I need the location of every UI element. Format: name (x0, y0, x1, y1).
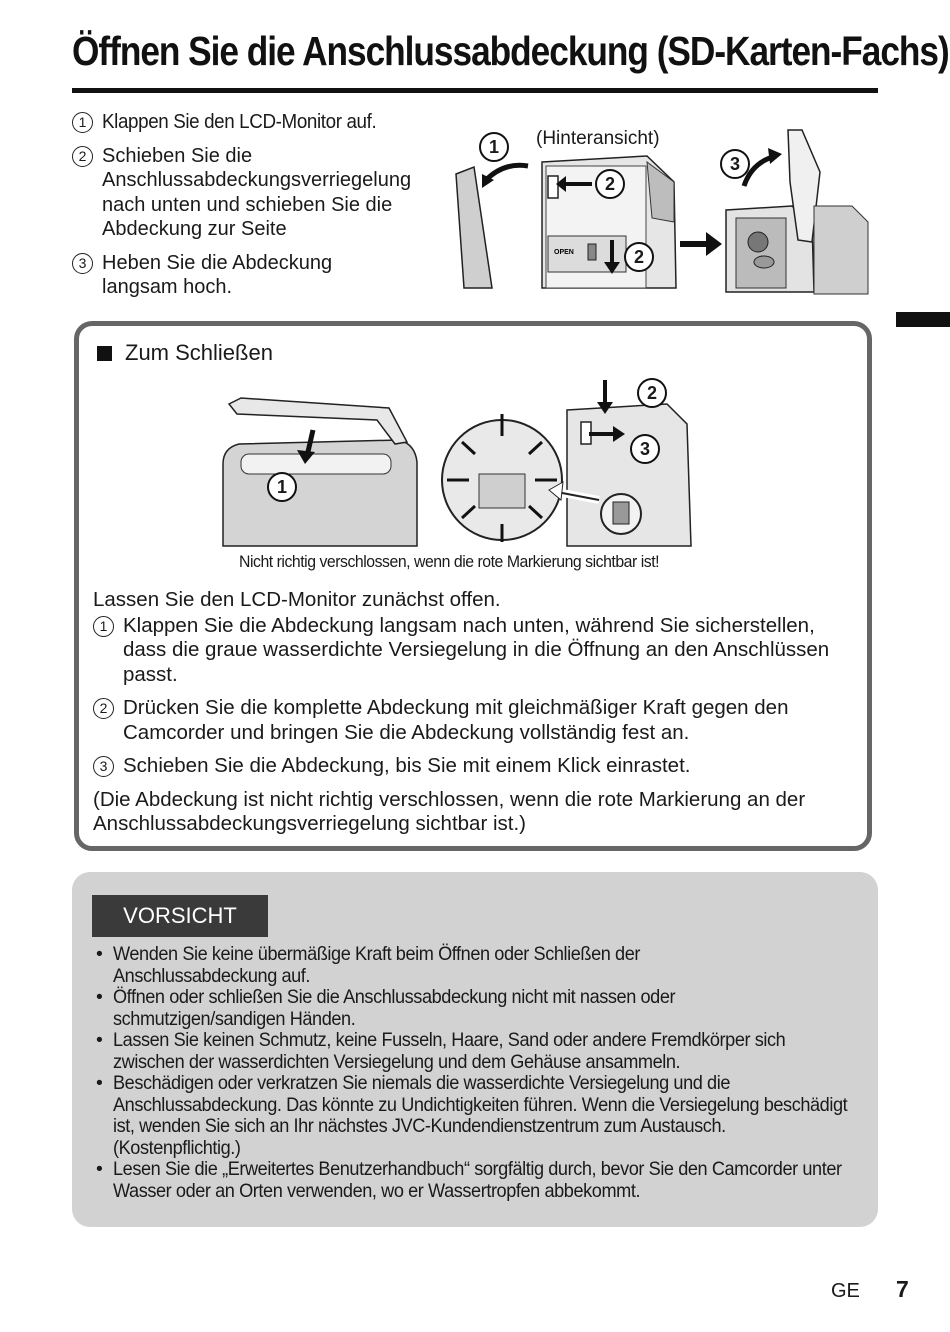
open-step-1 (72, 110, 452, 135)
open-illustration (452, 122, 872, 298)
step-number-2: 2 (72, 146, 93, 167)
closing-intro: Lassen Sie den LCD-Monitor zunächst offen. (93, 588, 501, 611)
caution-label: VORSICHT (92, 895, 268, 937)
step-number-1: 1 (72, 112, 93, 133)
rear-view-label: (Hinteransicht) (536, 128, 660, 149)
page-number: 7 (896, 1276, 909, 1302)
caution-item: • Beschädigen oder verkratzen Sie niemals die wasserdichte Versiegelung und die Anschlussabdeckung. Das könnte zu Undichtigkeiten führen. Wenn die Versiegelung beschädigt ist, wenden Sie sich an Ihr nächstes JVC-Kundendienstzentrum zum Austausch. (Kostenpflichtig.) (94, 1073, 864, 1159)
close-badge-2: 2 (637, 378, 667, 408)
title-rule (72, 88, 878, 93)
camcorder-close-drawing (217, 374, 751, 548)
page-title: Öffnen Sie die Anschlussabdeckung (SD-Karten-Fachs) (72, 28, 949, 74)
square-bullet-icon (97, 346, 112, 361)
open-badge-3: 3 (720, 149, 750, 179)
caution-list (94, 944, 864, 1202)
caution-item: • Öffnen oder schließen Sie die Anschlussabdeckung nicht mit nassen oder schmutzigen/sandigen Händen. (94, 987, 864, 1030)
closing-heading-text: Zum Schließen (125, 340, 273, 365)
closing-text (93, 588, 863, 837)
open-steps-list (72, 110, 452, 309)
step-number-3: 3 (72, 253, 93, 274)
section-tab-marker (896, 312, 950, 327)
step-number-3: 3 (93, 756, 114, 777)
close-badge-3: 3 (630, 434, 660, 464)
step-number-1: 1 (93, 616, 114, 637)
open-lock-label: OPEN (554, 249, 574, 256)
open-badge-2b: 2 (624, 242, 654, 272)
closing-note: (Die Abdeckung ist nicht richtig verschlossen, wenn die rote Markierung an der Anschlussabdeckungsverriegelung sichtbar ist.) (93, 787, 806, 835)
close-badge-1: 1 (267, 472, 297, 502)
close-step-3 (93, 754, 863, 779)
close-step-2-text: Drücken Sie die komplette Abdeckung mit gleichmäßiger Kraft gegen den Camcorder und bringen Sie die Abdeckung vollständig fest an. (123, 696, 789, 744)
open-step-2-text: Schieben Sie die Anschlussabdeckungsverriegelung nach unten und schieben Sie die Abdeckung zur Seite (102, 144, 412, 240)
close-step-2 (93, 696, 863, 745)
open-step-3-text: Heben Sie die Abdeckung langsam hoch. (102, 251, 333, 298)
open-step-2 (72, 144, 452, 242)
step-number-2: 2 (93, 698, 114, 719)
close-step-1 (93, 614, 863, 688)
camcorder-open-drawing (452, 122, 872, 298)
closing-heading (97, 340, 273, 366)
close-illustration (217, 374, 751, 548)
close-step-3-text: Schieben Sie die Abdeckung, bis Sie mit einem Klick einrastet. (123, 754, 691, 777)
close-step-1-text: Klappen Sie die Abdeckung langsam nach unten, während Sie sicherstellen, dass die graue wasserdichte Versiegelung in die Öffnung an den Anschlüssen passt. (123, 613, 830, 686)
closing-instructions-box (74, 321, 872, 851)
language-code: GE (831, 1280, 860, 1302)
caution-item: • Wenden Sie keine übermäßige Kraft beim Öffnen oder Schließen der Anschlussabdeckung auf. (94, 944, 864, 987)
close-illustration-caption: Nicht richtig verschlossen, wenn die rote Markierung sichtbar ist! (239, 552, 660, 571)
caution-item: • Lassen Sie keinen Schmutz, keine Fusseln, Haare, Sand oder andere Fremdkörper sich zwischen der wasserdichten Versiegelung und dem Gehäuse ansammeln. (94, 1030, 864, 1073)
caution-item: • Lesen Sie die „Erweitertes Benutzerhandbuch“ sorgfältig durch, bevor Sie den Camcorder unter Wasser oder an Orten verwenden, wo er Wassertropfen abbekommt. (94, 1159, 864, 1202)
open-badge-2a: 2 (595, 169, 625, 199)
open-step-3 (72, 251, 452, 300)
caution-box (72, 872, 878, 1227)
open-step-1-text: Klappen Sie den LCD-Monitor auf. (102, 111, 377, 133)
open-badge-1: 1 (479, 132, 509, 162)
